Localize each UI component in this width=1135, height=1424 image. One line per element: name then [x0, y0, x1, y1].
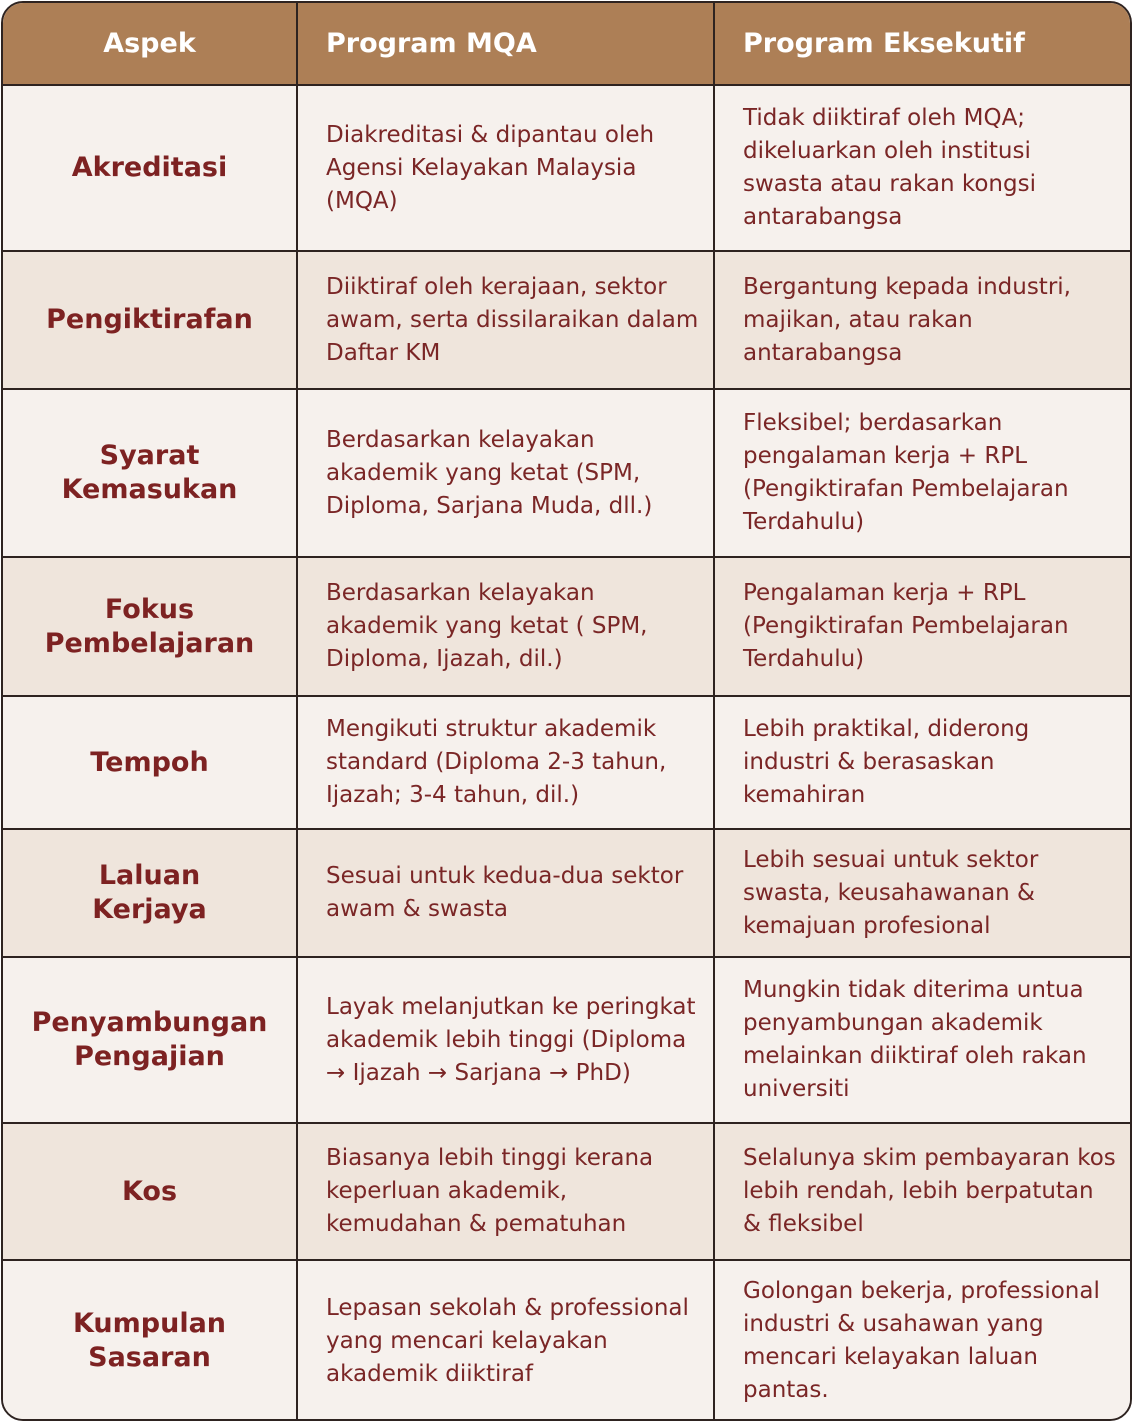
aspect-cell [3, 696, 297, 829]
table-row [3, 829, 1130, 957]
table-header-row [3, 3, 1130, 85]
mqa-cell: Mengikuti struktur akademik standard (Diploma 2-3 tahun, Ijazah; 3-4 tahun, dil.) [297, 696, 714, 829]
table-row [3, 251, 1130, 389]
aspect-label: Syarat [99, 440, 200, 471]
header-program-eksekutif: Program Eksekutif [714, 3, 1130, 85]
aspect-cell [3, 389, 297, 557]
mqa-cell: Berdasarkan kelayakan akademik yang ketat (SPM, Diploma, Sarjana Muda, dll.) [297, 389, 714, 557]
mqa-cell: Lepasan sekolah & professional yang mencari kelayakan akademik diiktiraf [297, 1260, 714, 1421]
aspect-label: Tempoh [90, 746, 209, 778]
mqa-cell: Diiktiraf oleh kerajaan, sektor awam, serta dissilaraikan dalam Daftar KM [297, 251, 714, 389]
mqa-cell: Layak melanjutkan ke peringkat akademik lebih tinggi (Diploma → Ijazah → Sarjana → PhD) [297, 957, 714, 1123]
table-row [3, 557, 1130, 696]
table-row [3, 1123, 1130, 1260]
header-program-mqa: Program MQA [297, 3, 714, 85]
aspect-label: Akreditasi [71, 152, 228, 183]
mqa-cell: Sesuai untuk kedua-dua sektor awam & swasta [297, 829, 714, 957]
aspect-label: Kemasukan [61, 474, 238, 505]
aspect-label: Pengiktirafan [46, 304, 253, 335]
header-aspek: Aspek [3, 3, 297, 85]
eksekutif-cell: Mungkin tidak diterima untua penyambungan akademik melainkan diiktiraf oleh rakan universiti [714, 957, 1130, 1123]
aspect-cell [3, 957, 297, 1123]
mqa-cell: Biasanya lebih tinggi kerana keperluan akademik, kemudahan & pematuhan [297, 1123, 714, 1260]
table-row [3, 1260, 1130, 1421]
aspect-cell [3, 829, 297, 957]
table-row [3, 85, 1130, 251]
eksekutif-cell: Tidak diiktiraf oleh MQA; dikeluarkan oleh institusi swasta atau rakan kongsi antarabangsa [714, 85, 1130, 251]
aspect-label: Pembelajaran [44, 627, 255, 659]
aspect-label: Pengajian [74, 1041, 225, 1072]
aspect-label: Kumpulan [72, 1308, 227, 1339]
comparison-table [3, 3, 1130, 1421]
mqa-cell: Diakreditasi & dipantau oleh Agensi Kelayakan Malaysia (MQA) [297, 85, 714, 251]
aspect-label: Penyambungan [31, 1007, 268, 1038]
aspect-cell [3, 251, 297, 389]
mqa-cell: Berdasarkan kelayakan akademik yang ketat ( SPM, Diploma, Ijazah, dil.) [297, 557, 714, 696]
eksekutif-cell: Pengalaman kerja + RPL (Pengiktirafan Pembelajaran Terdahulu) [714, 557, 1130, 696]
comparison-table-container [1, 1, 1132, 1421]
aspect-cell [3, 557, 297, 696]
table-row [3, 696, 1130, 829]
table-row [3, 957, 1130, 1123]
aspect-label: Kos [121, 1175, 178, 1207]
eksekutif-cell: Selalunya skim pembayaran kos lebih rendah, lebih berpatutan & fleksibel [714, 1123, 1130, 1260]
table-row [3, 389, 1130, 557]
aspect-cell [3, 1260, 297, 1421]
aspect-cell [3, 1123, 297, 1260]
eksekutif-cell: Fleksibel; berdasarkan pengalaman kerja + RPL (Pengiktirafan Pembelajaran Terdahulu) [714, 389, 1130, 557]
aspect-label: Fokus [104, 593, 195, 625]
aspect-label: Kerjaya [92, 894, 207, 925]
aspect-label: Sasaran [88, 1342, 211, 1373]
eksekutif-cell: Lebih praktikal, diderong industri & berasaskan kemahiran [714, 696, 1130, 829]
aspect-label: Laluan [98, 860, 201, 891]
eksekutif-cell: Bergantung kepada industri, majikan, atau rakan antarabangsa [714, 251, 1130, 389]
eksekutif-cell: Lebih sesuai untuk sektor swasta, keusahawanan & kemajuan profesional [714, 829, 1130, 957]
aspect-cell [3, 85, 297, 251]
eksekutif-cell: Golongan bekerja, professional industri & usahawan yang mencari kelayakan laluan pantas. [714, 1260, 1130, 1421]
